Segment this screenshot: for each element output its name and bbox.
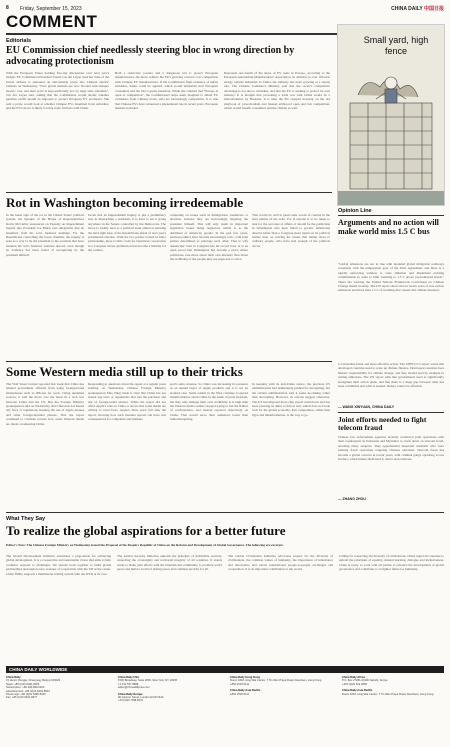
telecom-opinion-signature: — ZHANG ZHOU [338,497,366,501]
editorials-label: Editorials [6,38,32,44]
media-editorial-text-1: The Wall Street Journal reported last week that China has banned government officials from using foreign-brand smartphones such as iPhones for work. Citing unnamed sources, it said the move was the latest in a tech war between China and the US. But the Foreign Ministry spokesperson said on Wednesday that China has not issued any laws or regulations banning the use of Apple phones and other foreign-branded phones. That the report continued to circulate reveals how some Western media are intent on smearing China. [6,382,84,426]
telecom-opinion-col-1 [338,435,444,495]
ev-editorial-headline: EU Commission chief needlessly steering bloc in wrong direction by advocating protectionism [6,45,295,68]
section-title: COMMENT [6,12,98,31]
footer-line: News: +86 (0)10 6491-8366 [6,682,40,686]
publication-name-chinese: 中国日报 [423,6,444,12]
third-voice-col-4 [339,554,444,660]
ev-editorial-text-2: Both a restrictive posture and a dangerous bid to protect European manufacturers, the move reflects the EU's growing concern over competition with Chinese EV manufacturers. If the Commission finds evidence of unfair subsidies, duties could be applied, which would ultimately hurt European consumers and the bloc's green transition. While she claimed that "Europe is open to competition", the Commission's steps seem designed to shield EU carmakers from Chinese rivals, who are increasingly competitive. It is true that Chinese EVs have witnessed a phenomenal rise in recent years. European markets included. [115,71,218,111]
footer-line: +254 (0)20 522 2866 [342,682,368,686]
congress-editorial-col-4 [252,213,330,357]
ev-editorial-text-3: Represent one-fourth of the share of EV sales in Europe, according to the European Automobile Manufacturers' Association. In addition to over 100 new energy vehicle industries in China, the industry has been growing at a steady rate. The Chinese Commerce Ministry said that the sector's competitive advantage is not due to subsidies, and that the EU is seeking to protect its own industry. It is thought that provoking a trade war with China would be a miscalculation by Brussels. It is time the EU stopped drawing on the old playbook of protectionism and instead embraced open and fair competition, which would benefit consumers and the climate as well. [224,71,330,111]
climate-opinion-col-2 [338,362,444,404]
telecom-opinion-headline: Joint efforts needed to fight telecom fraud [338,415,427,433]
third-voice-intro-text: Editor's Note: The Chinese Foreign Ministry on Wednesday issued the Proposal of the People's Republic of China on the Reform and Development of Global Governance. The following are excerpts. [6,543,284,547]
climate-opinion-headline: Arguments and no action will make world miss 1.5 C bus [338,218,439,236]
footer-line: China Daily Asia Pacific [342,689,373,693]
telecom-opinion-text-1: Chinese law enforcement agencies recently conducted joint operations with their counterparts in Indonesia and Myanmar to crack down on telecom fraud, arresting many suspects. They apprehended suspected criminals who were running fraud operations targeting Chinese nationals. Telecom fraud has become a global concern in recent years, with criminal gangs operating across borders, which makes them hard to detect and eradicate. [338,435,444,462]
congress-editorial-text-1: In the latest sign of the rot in the United States' political system, the Speaker of the House of Representatives Kevin McCarthy announced on Tuesday an impeachment inquiry into President Joe Biden over allegations that he benefited from his son's business dealings. For the Republicans controlling the lower chamber, the inquiry is seen as a way to tie the president to the scandals that have haunted his son's business ventures abroad, even though no evidence has been found of wrongdoing by the president himself. [6,213,84,257]
footer-line: China Daily Hong Kong [230,676,260,679]
climate-opinion-text-3 [338,503,444,508]
ev-editorial-text-1: With the European Union holding five-day discussions over next year's budget, EU Commission President Ursula von der Leyen used her State of the Union address to announce an anti-subsidy probe into Chinese electric vehicles on Wednesday. "Now global markets are now flooded with cheaper electric cars, and their price is kept artificially low by huge state subsidies", von der Leyen said, adding that the Commission would decide whether punitive tariffs should be imposed to protect European EV producers. She said a probe would look at whether Chinese EVs benefited from subsidies, and the EU's move is likely to bring trade frictions with China. [6,71,109,111]
media-editorial-col-3 [170,382,248,508]
ev-editorial-col-2 [115,71,218,188]
footer-line: China Daily Africa [342,676,365,679]
third-voice-text-1: The Global Development Initiative articulates a proposition for advancing global development. It is a cooperative and sustainable vision that aims to help countries respond to challenges. We should work together to build global partnerships and explore new avenues of cooperation with the UN at the center. China firmly supports a multilateral trading system with the WTO at its core. [6,554,111,576]
editorial-cartoon [337,24,445,206]
third-voice-col-2 [117,554,222,660]
footer-line: China Daily USA [118,676,140,679]
footer-col-4 [342,676,444,696]
footer-line: Advertisement: +86 (0)10 6491-8631 [6,689,50,693]
footer-col-2 [118,676,223,703]
footer-line: Phone app: +86 (0)10 6499-5160 [6,693,46,697]
opinion-line-label: Opinion Line [338,208,372,214]
masthead-footer [6,666,444,744]
footer-line: P.O. Box 27281-00100 Nairobi, Kenya [342,679,388,683]
publication-name [391,5,444,12]
third-voice-text-2: The Global Security Initiative upholds the principle of indivisible security, respecting the sovereignty and territorial integrity of all countries. It stands ready to make joint efforts with the international community to promote world peace and build a world of lasting peace and common security for all. [117,554,222,572]
climate-opinion-text-2: to rationalize faster and more effective action. The UNFCCC's report warns that developed countries need to scale up climate finance. Developed countries bear historic responsibility for climate change, and they should lead by example in cutting emissions. The UN report adds that governments need to significantly strengthen their action plans, and that there is a huge gap between what has been committed and what is needed. Delays cannot be afforded. [338,362,444,389]
ev-editorial-col-1 [6,71,109,188]
media-editorial-col-2 [88,382,166,508]
congress-editorial-text-2: Given that an impeachment inquiry is just a preliminary step in impeaching a president, it is hard to see it going anywhere in the Senate controlled by the Democrats. The move is widely seen as a political stunt aimed at pleasing the hard-right base of the Republicans ahead of next year's presidential election. With the two parties locked in bitter partisanship, there is little room for bipartisan cooperation in a Congress whose dysfunction has become a liability for the country. [88,213,166,253]
issue-date: Friday, September 15, 2023 [20,6,82,12]
third-voice-text-4: Calling for respecting the diversity of civilizations, China urged all countries to uphold the principles of equality, mutual learning, dialogue and inclusiveness. China is ready to work with all parties to advance the development of global governance and contribute to a brighter future for humanity. [339,554,444,572]
climate-opinion-signature: — WANG XINYUAN, CHINA DAILY [338,405,395,409]
third-voice-divider [6,512,444,513]
third-voice-intro [6,543,444,552]
footer-line: Room 1818, Hing Wai Centre, 7 Tin Wan Praya Road, Aberdeen, Hong Kong [342,692,434,696]
third-voice-text-3: The Global Civilization Initiative advocates respect for the diversity of civilizations, the common values of humanity, the importance of inheritance and innovation, and robust international people-to-people exchanges and cooperation. It is an important contribution to the world. [228,554,333,572]
footer-line: editor@chinadailyusa.com [118,686,150,690]
media-editorial-text-2: Responding to questions about the report at a regular press briefing on Wednesday, Chinese Foreign Ministry spokesperson Mao Ning made it clear that China has not issued any laws or regulations that ban the purchase and use of foreign-brand phones. While the report did not affect Apple's sales in China, it shows that some media are willing to twist facts. Apple's share price fell after the report, showing how such baseless reports can have real consequences for companies and markets. [88,382,166,422]
ev-editorial-col-3 [224,71,330,188]
footer-line: China Daily [6,676,21,679]
media-editorial-col-1 [6,382,84,508]
footer-line: +44 (0)20 7398 8270 [118,699,144,703]
editorial-divider-2 [6,361,332,362]
opinion-divider [338,215,444,216]
footer-col-3 [230,676,335,696]
footer-line: 15 Huixin Dongjie, Chaoyang, Beijing 100029 [6,679,61,683]
media-editorial-text-4: In keeping with its anti-China stance, the previous US administration had deliberately pushed for decoupling, but the current administration said it seeks de-risking rather than decoupling. However, its actions suggest otherwise. The US has imposed more chip export restrictions and has been pressing its allies to follow suit, which does not bode well for the global economy. Fair competition, rather than hype and misinformation, is the way to go. [252,382,330,417]
footer-line: Subscription: +86 400-699-0203 [6,686,45,690]
footer-line: 90 Cannon Street, London EC4N 6HA [118,696,164,700]
footer-line: China Daily Asia Pacific [230,689,261,693]
congress-editorial-headline: Rot in Washington becoming irredeemable [6,195,244,210]
footer-line: Room 1818, Hing Wai Centre, 7 Tin Wan Praya Road, Aberdeen, Hong Kong [230,679,322,683]
opinion-divider-2 [338,412,444,413]
third-voice-headline: To realize the global aspirations for a better future [6,523,286,538]
footer-col-1 [6,676,111,700]
third-voice-label: What They Say [6,516,46,522]
footer-line: +852 2518 5111 [230,682,250,686]
media-editorial-text-3: post's sales revenue. So China was increasing its presence as an annual buyer of Apple products and it is not an isolated case. Some outlets in the West continue to spread misinformation about China in the name of press freedom, but they only damage their own credibility. It is high time the Western media outlets stopped trying to fan the flames of confrontation, and instead reported objectively on China. That would serve their audiences better than rumormongering. [170,382,248,422]
congress-editorial-col-1 [6,213,84,357]
cartoon-caption: Small yard, high fence [363,35,429,56]
page-number: 8 [6,5,9,11]
congress-editorial-text-3: competing on issues such as immigration, healthcare or abortion. Instead, they are increasingly targeting the president himself. This will only result in important legislative issues being neglected, which is to the detriment of American people. In the past few years, partisan politics have become increasingly toxic, with both parties determined to sabotage each other. That is why Americans' trust in Congress has hit record lows. It is an open secret that Washington has become a place where politicians care more about their own interests than about the wellbeing of the people they are supposed to serve. [170,213,248,262]
footer-line: +1 212 537 8888 [118,682,139,686]
congress-editorial-text-4: That would do well to heed some words of caution in the next edition of the state. For if anyone is to be taken to task for the sad state of affairs, it should be the politicians in Washington who have failed to govern. Americans deserve better than a Congress more intent on its political battles than on solving the issues that matter most to ordinary people, who have had enough of the political circus. [252,213,330,248]
congress-editorial-col-3 [170,213,248,357]
congress-editorial-col-2 [88,213,166,357]
third-voice-col-1 [6,554,111,660]
media-editorial-headline: Some Western media still up to their tricks [6,364,243,379]
footer-line: Fax: +86 (0)10 6491-8377 [6,696,38,700]
footer-title: CHINA DAILY WORLDWIDE [6,666,444,673]
third-voice-col-3 [228,554,333,660]
footer-line: 1500 Broadway, Suite 2800, New York, NY 10036 [118,679,178,683]
climate-opinion-col-1 [338,262,444,360]
climate-opinion-text-1: "Global emissions are not in line with modeled global mitigation pathways consistent with the temperature goal of the Paris Agreement, and there is a rapidly narrowing window to raise ambition and implement existing commitments in order to limit warming to 1.5 C above pre-industrial levels." That's the warning the United Nations Framework Convention on Climate Change issued recently. The UN report shows that in recent years, it was carbon emissions and more than 1.5 C of warming that caused dire climate disasters. [338,262,444,293]
editorial-divider-1 [6,192,332,193]
publication-name-english: CHINA DAILY [391,6,423,12]
footer-line: +852 2518 5111 [230,692,250,696]
footer-line: China Daily Europe [118,692,143,696]
media-editorial-col-4 [252,382,330,508]
